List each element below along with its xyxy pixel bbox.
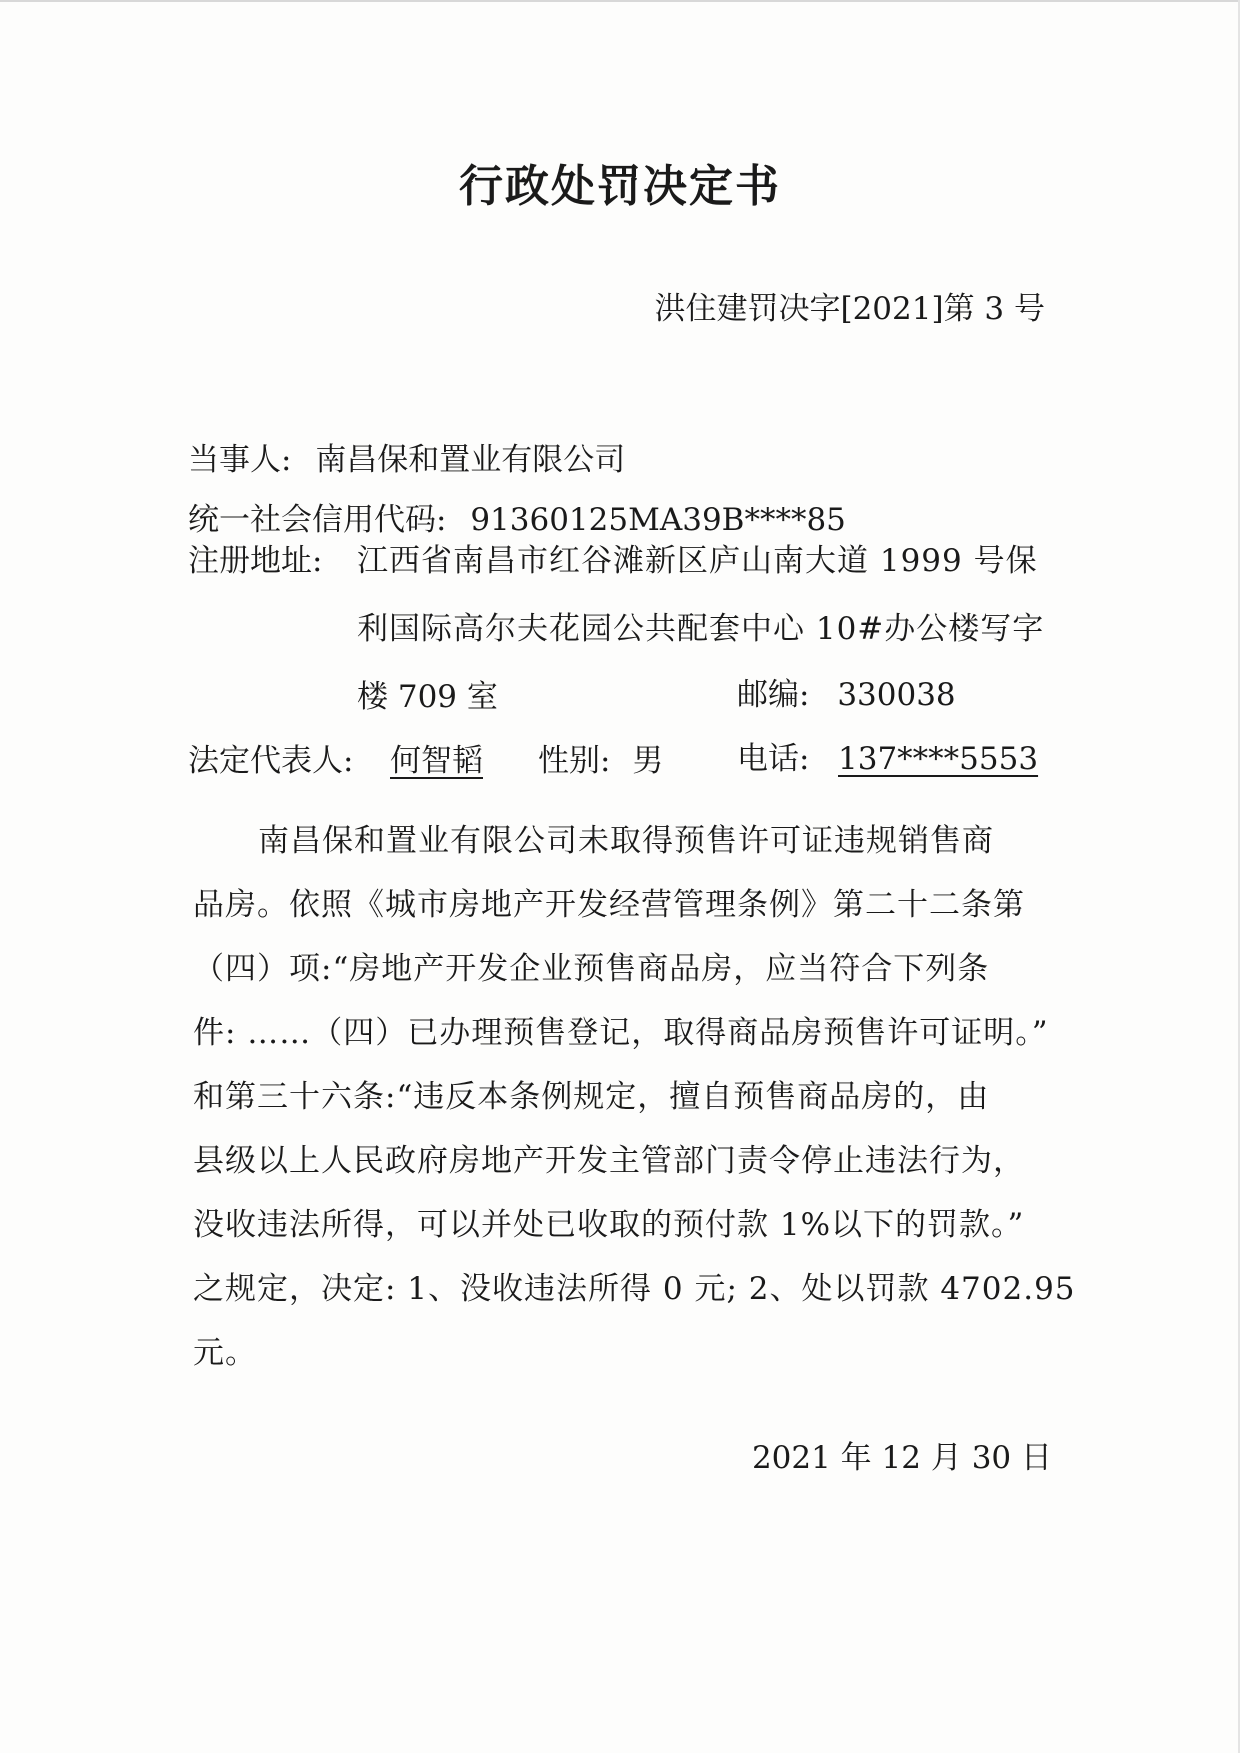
document-date: 2021 年 12 月 30 日	[751, 1440, 1052, 1476]
body-line-7: 没收违法所得，可以并处已收取的预付款 1%以下的罚款。”	[193, 1207, 1025, 1243]
postcode-label: 邮编:	[737, 677, 810, 713]
party-name-row	[188, 442, 626, 478]
body-line-4: 件: ……（四）已办理预售登记，取得商品房预售许可证明。”	[193, 1015, 1049, 1051]
party-name: 南昌保和置业有限公司	[315, 442, 626, 478]
gender-label: 性别:	[538, 743, 611, 779]
body-line-1: 南昌保和置业有限公司未取得预售许可证违规销售商	[258, 823, 994, 859]
body-line-2: 品房。依照《城市房地产开发经营管理条例》第二十二条第	[193, 887, 1025, 923]
address-label: 注册地址:	[188, 543, 323, 579]
document-title: 行政处罚决定书	[459, 161, 781, 212]
party-name-label: 当事人:	[188, 442, 292, 478]
document-number: 洪住建罚决字[2021]第 3 号	[654, 291, 1045, 327]
postcode-row	[737, 677, 956, 713]
body-line-5: 和第三十六条:“违反本条例规定，擅自预售商品房的，由	[193, 1079, 990, 1115]
address-line-3: 楼 709 室	[357, 679, 498, 715]
credit-code: 91360125MA39B****85	[470, 502, 846, 538]
gender: 男	[632, 743, 664, 779]
credit-code-label: 统一社会信用代码:	[188, 502, 447, 538]
scan-edge-top	[0, 0, 1240, 2]
body-line-6: 县级以上人民政府房地产开发主管部门责令停止违法行为，	[193, 1143, 1025, 1179]
phone: 137****5553	[838, 741, 1039, 777]
phone-label: 电话:	[737, 741, 810, 777]
credit-code-row	[188, 502, 846, 538]
address-line-1: 江西省南昌市红谷滩新区庐山南大道 1999 号保	[357, 543, 1038, 579]
representative-label: 法定代表人:	[188, 743, 354, 779]
address-line-2: 利国际高尔夫花园公共配套中心 10#办公楼写字	[357, 611, 1045, 647]
body-line-8: 之规定，决定: 1、没收违法所得 0 元; 2、处以罚款 4702.95	[193, 1271, 1076, 1307]
gender-row	[538, 743, 664, 779]
postcode: 330038	[837, 677, 956, 713]
representative-name: 何智韬	[390, 743, 483, 779]
body-line-3: （四）项:“房地产开发企业预售商品房，应当符合下列条	[193, 951, 990, 987]
body-line-9: 元。	[193, 1335, 257, 1371]
